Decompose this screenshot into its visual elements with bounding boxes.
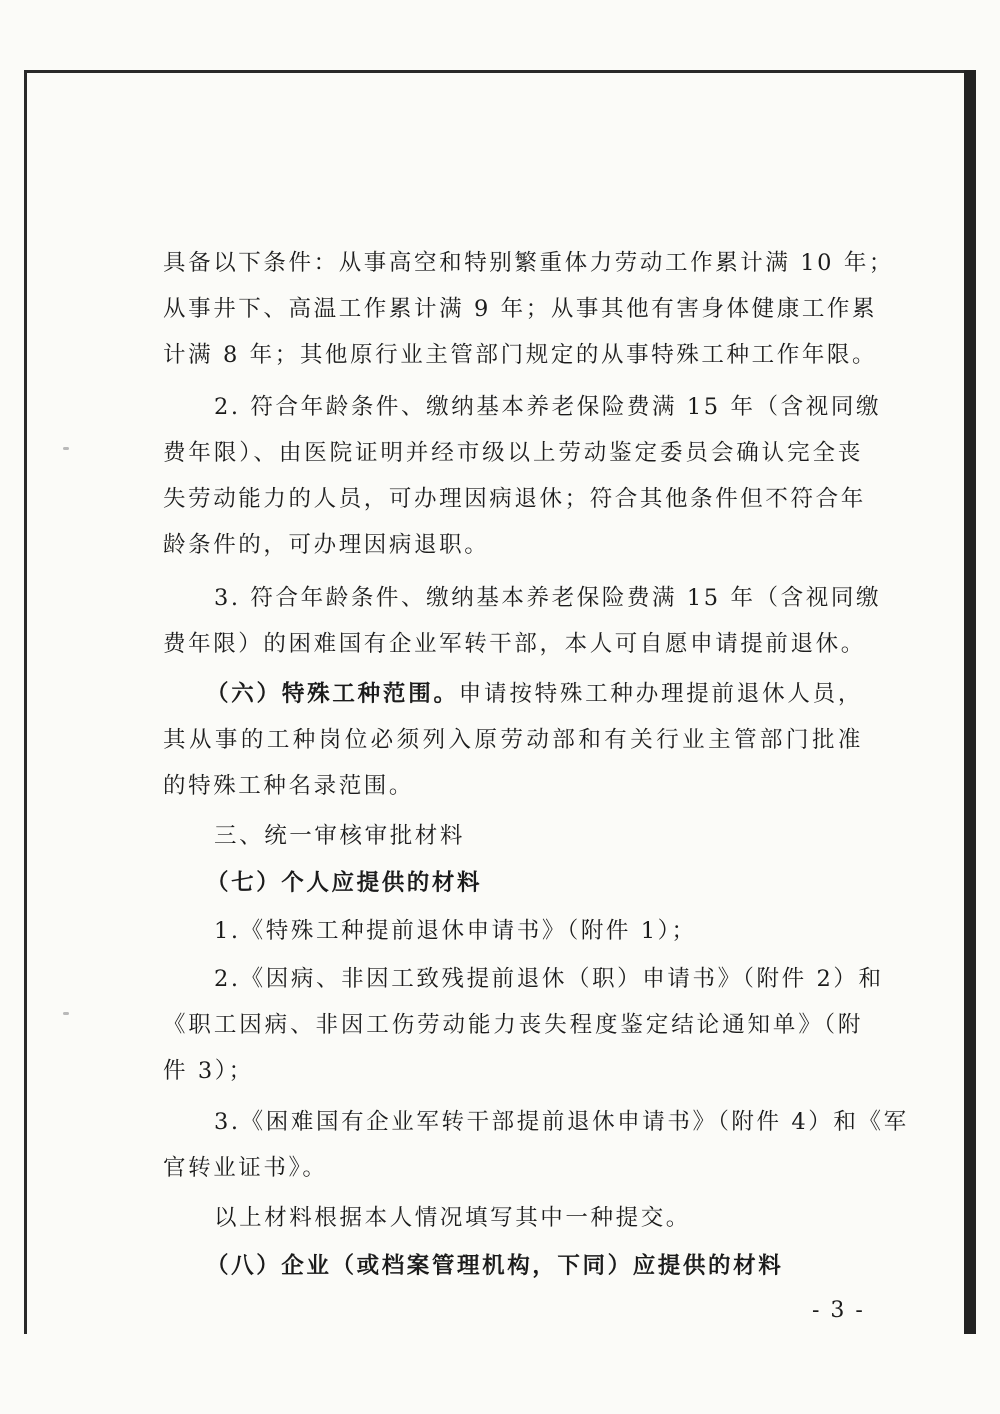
text-line: 龄条件的，可办理因病退职。 (163, 532, 490, 558)
heading-text: （八）企业（或档案管理机构，下同）应提供的材料 (206, 1253, 784, 1279)
text-line: 从事井下、高温工作累计满 9 年；从事其他有害身体健康工作累 (163, 296, 878, 322)
text-line: 费年限）的困难国有企业军转干部，本人可自愿申请提前退休。 (163, 631, 866, 657)
section-heading-7 (163, 860, 863, 906)
paragraph-illness-retirement (163, 384, 882, 568)
text-line: 以上材料根据本人情况填写其中一种提交。 (214, 1205, 691, 1231)
paragraph-note (163, 1195, 863, 1241)
text-line: 费年限）、由医院证明并经市级以上劳动鉴定委员会确认完全丧 (163, 440, 863, 466)
section-heading-8 (163, 1243, 863, 1289)
list-item-3 (163, 1099, 909, 1191)
text-line: 具备以下条件：从事高空和特别繁重体力劳动工作累计满 10 年； (163, 250, 895, 276)
text-line: 件 3）； (163, 1058, 254, 1084)
text-line: 2. 符合年龄条件、缴纳基本养老保险费满 15 年（含视同缴 (214, 394, 882, 420)
text-line: 1.《特殊工种提前退休申请书》（附件 1）； (214, 918, 697, 944)
paragraph-conditions (163, 240, 895, 378)
text-line: 的特殊工种名录范围。 (163, 773, 415, 799)
section-heading-3 (163, 813, 863, 859)
paragraph-special-work-scope (163, 671, 863, 809)
scan-speck (63, 1012, 69, 1015)
page-border-left (24, 70, 27, 1334)
text-line: 其从事的工种岗位必须列入原劳动部和有关行业主管部门批准 (163, 727, 863, 753)
text-line (163, 671, 863, 717)
text-line: 3.《困难国有企业军转干部提前退休申请书》（附件 4）和《军 (214, 1109, 909, 1135)
text-line: 2.《因病、非因工致残提前退休（职）申请书》（附件 2）和 (214, 966, 884, 992)
list-item-2 (163, 956, 884, 1094)
text-line: 3. 符合年龄条件、缴纳基本养老保险费满 15 年（含视同缴 (214, 585, 882, 611)
heading-text: （七）个人应提供的材料 (206, 870, 483, 896)
list-item-1 (163, 908, 863, 954)
text-line: 失劳动能力的人员，可办理因病退休；符合其他条件但不符合年 (163, 486, 866, 512)
page-border-top (24, 70, 976, 73)
scan-speck (63, 447, 69, 450)
heading-text: 三、统一审核审批材料 (214, 823, 466, 849)
page-number: - 3 - (812, 1298, 865, 1323)
page-border-right (964, 70, 976, 1334)
text-segment: 申请按特殊工种办理提前退休人员， (458, 681, 863, 707)
section-heading-6: （六）特殊工种范围。 (206, 681, 459, 707)
text-line: 《职工因病、非因工伤劳动能力丧失程度鉴定结论通知单》（附 (163, 1012, 863, 1038)
paragraph-military-cadre (163, 575, 882, 667)
text-line: 计满 8 年；其他原行业主管部门规定的从事特殊工种工作年限。 (163, 342, 878, 368)
text-line: 官转业证书》。 (163, 1155, 328, 1181)
